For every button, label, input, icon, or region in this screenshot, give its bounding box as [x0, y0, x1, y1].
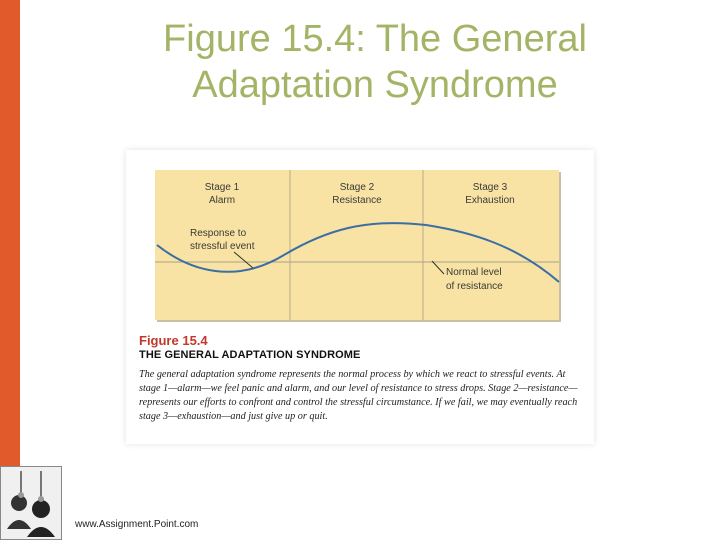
figure-number: Figure 15.4 — [139, 333, 208, 348]
logo-image — [0, 466, 62, 540]
footer-website-url: www.Assignment.Point.com — [75, 519, 199, 530]
stage-2-name: Stage 2 — [339, 182, 375, 193]
response-annotation-line-2: stressful event — [190, 241, 255, 252]
slide-title — [70, 16, 680, 108]
title-line-2: Adaptation Syndrome — [192, 64, 558, 106]
normal-annotation-line-2: of resistance — [446, 281, 503, 292]
figure-card — [126, 150, 594, 444]
title-line-1: Figure 15.4: The General — [163, 18, 587, 60]
stage-3-label: Exhaustion — [465, 195, 515, 206]
stage-1-name: Stage 1 — [204, 182, 240, 193]
figure-caption-text: The general adaptation syndrome represents the normal process by which we react to stressful events. At stage 1—alarm—we feel panic and alarm, and our level of resistance to stress drops. Stage 2—resistance—represents our efforts to confront and control the stressful circumstance. If we fail, we may eventually reach stage 3—exhaustion—and just give up or quit. — [139, 369, 578, 422]
stage-3-name: Stage 3 — [472, 182, 508, 193]
response-annotation-line-1: Response to — [190, 228, 247, 239]
gas-diagram — [126, 150, 594, 330]
figure-caption-title: THE GENERAL ADAPTATION SYNDROME — [139, 349, 361, 361]
people-silhouette-icon — [1, 467, 61, 539]
normal-annotation-line-1: Normal level — [446, 267, 502, 278]
stage-1-label: Alarm — [208, 195, 236, 206]
accent-bar — [0, 0, 20, 466]
stage-2-label: Resistance — [332, 195, 382, 206]
